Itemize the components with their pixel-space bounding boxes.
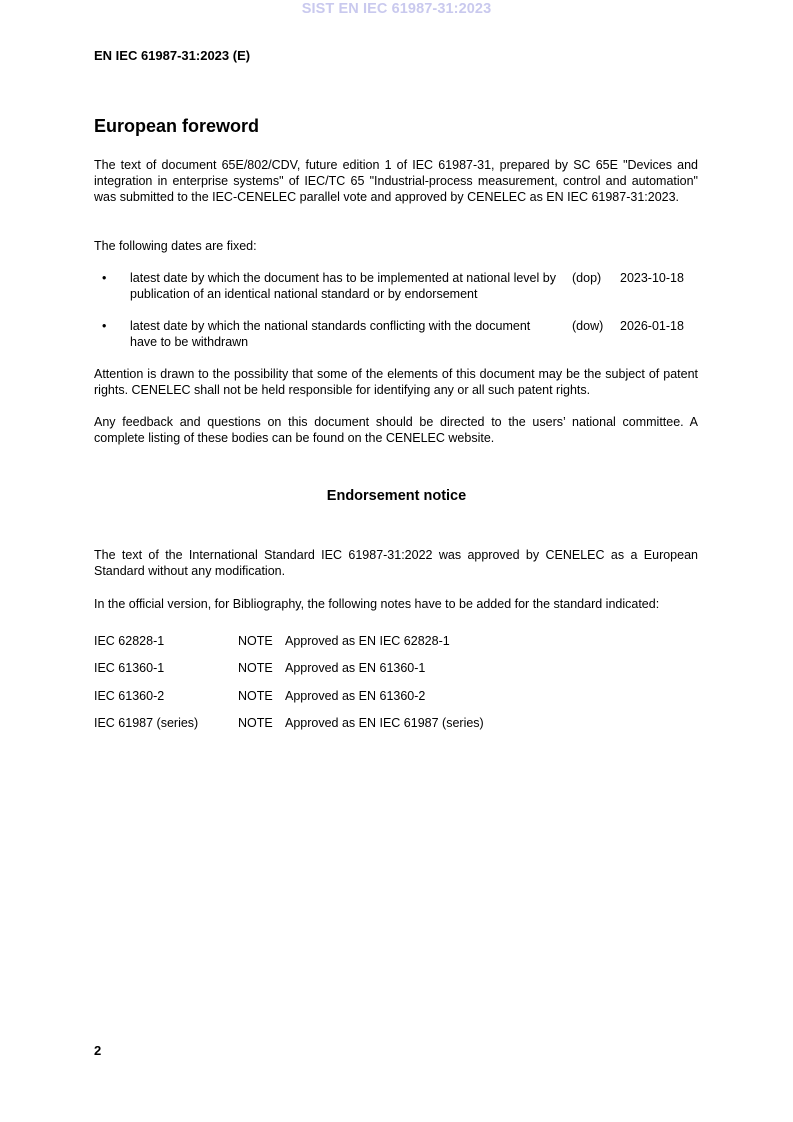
endorsement-paragraph-1: The text of the International Standard IEC 61987-31:2022 was approved by CENELEC as a European Standard without any modification. (94, 548, 698, 578)
date-item-date: 2026-01-18 (620, 319, 684, 333)
bullet-icon: • (102, 319, 107, 333)
date-item-text: latest date by which the document has to be implemented at national level by publication of an identical national standard or by endorsement (130, 271, 556, 301)
note-text: Approved as EN IEC 61987 (series) (285, 716, 484, 730)
document-header-id: EN IEC 61987-31:2023 (E) (94, 48, 251, 63)
endorsement-title: Endorsement notice (326, 488, 467, 504)
note-text: Approved as EN 61360-1 (285, 661, 426, 675)
foreword-paragraph-1: The text of document 65E/802/CDV, future edition 1 of IEC 61987-31, prepared by SC 65E "Devices and integration in enterprise systems" of IEC/TC 65 "Industrial-process measurement, control and automation" was submitted to the IEC-CENELEC parallel vote and approved by CENELEC as EN IEC 61987-31:2023. (94, 158, 698, 204)
note-standard: IEC 61987 (series) (94, 716, 199, 730)
note-text: Approved as EN 61360-2 (285, 689, 426, 703)
date-item-abbr: (dop) (572, 271, 602, 285)
date-item-text: latest date by which the national standards conflicting with the document have to be withdrawn (130, 319, 531, 349)
foreword-paragraph-4: Any feedback and questions on this document should be directed to the users’ national committee. A complete listing of these bodies can be found on the CENELEC website. (94, 415, 698, 445)
endorsement-paragraph-2: In the official version, for Bibliography, the following notes have to be added for the standard indicated: (94, 597, 660, 611)
note-label: NOTE (238, 661, 273, 675)
note-standard: IEC 61360-1 (94, 661, 165, 675)
note-label: NOTE (238, 634, 273, 648)
note-text: Approved as EN IEC 62828-1 (285, 634, 450, 648)
note-standard: IEC 61360-2 (94, 689, 165, 703)
date-item-date: 2023-10-18 (620, 271, 684, 285)
note-label: NOTE (238, 716, 273, 730)
foreword-paragraph-3: Attention is drawn to the possibility that some of the elements of this document may be the subject of patent rights. CENELEC shall not be held responsible for identifying any or all such patent rights. (94, 367, 698, 397)
note-standard: IEC 62828-1 (94, 634, 165, 648)
note-label: NOTE (238, 689, 273, 703)
date-item-abbr: (dow) (572, 319, 604, 333)
bullet-icon: • (102, 271, 107, 285)
foreword-title: European foreword (94, 116, 260, 136)
watermark: SIST EN IEC 61987-31:2023 (301, 1, 492, 17)
page-number: 2 (94, 1043, 102, 1058)
foreword-paragraph-2: The following dates are fixed: (94, 239, 257, 253)
